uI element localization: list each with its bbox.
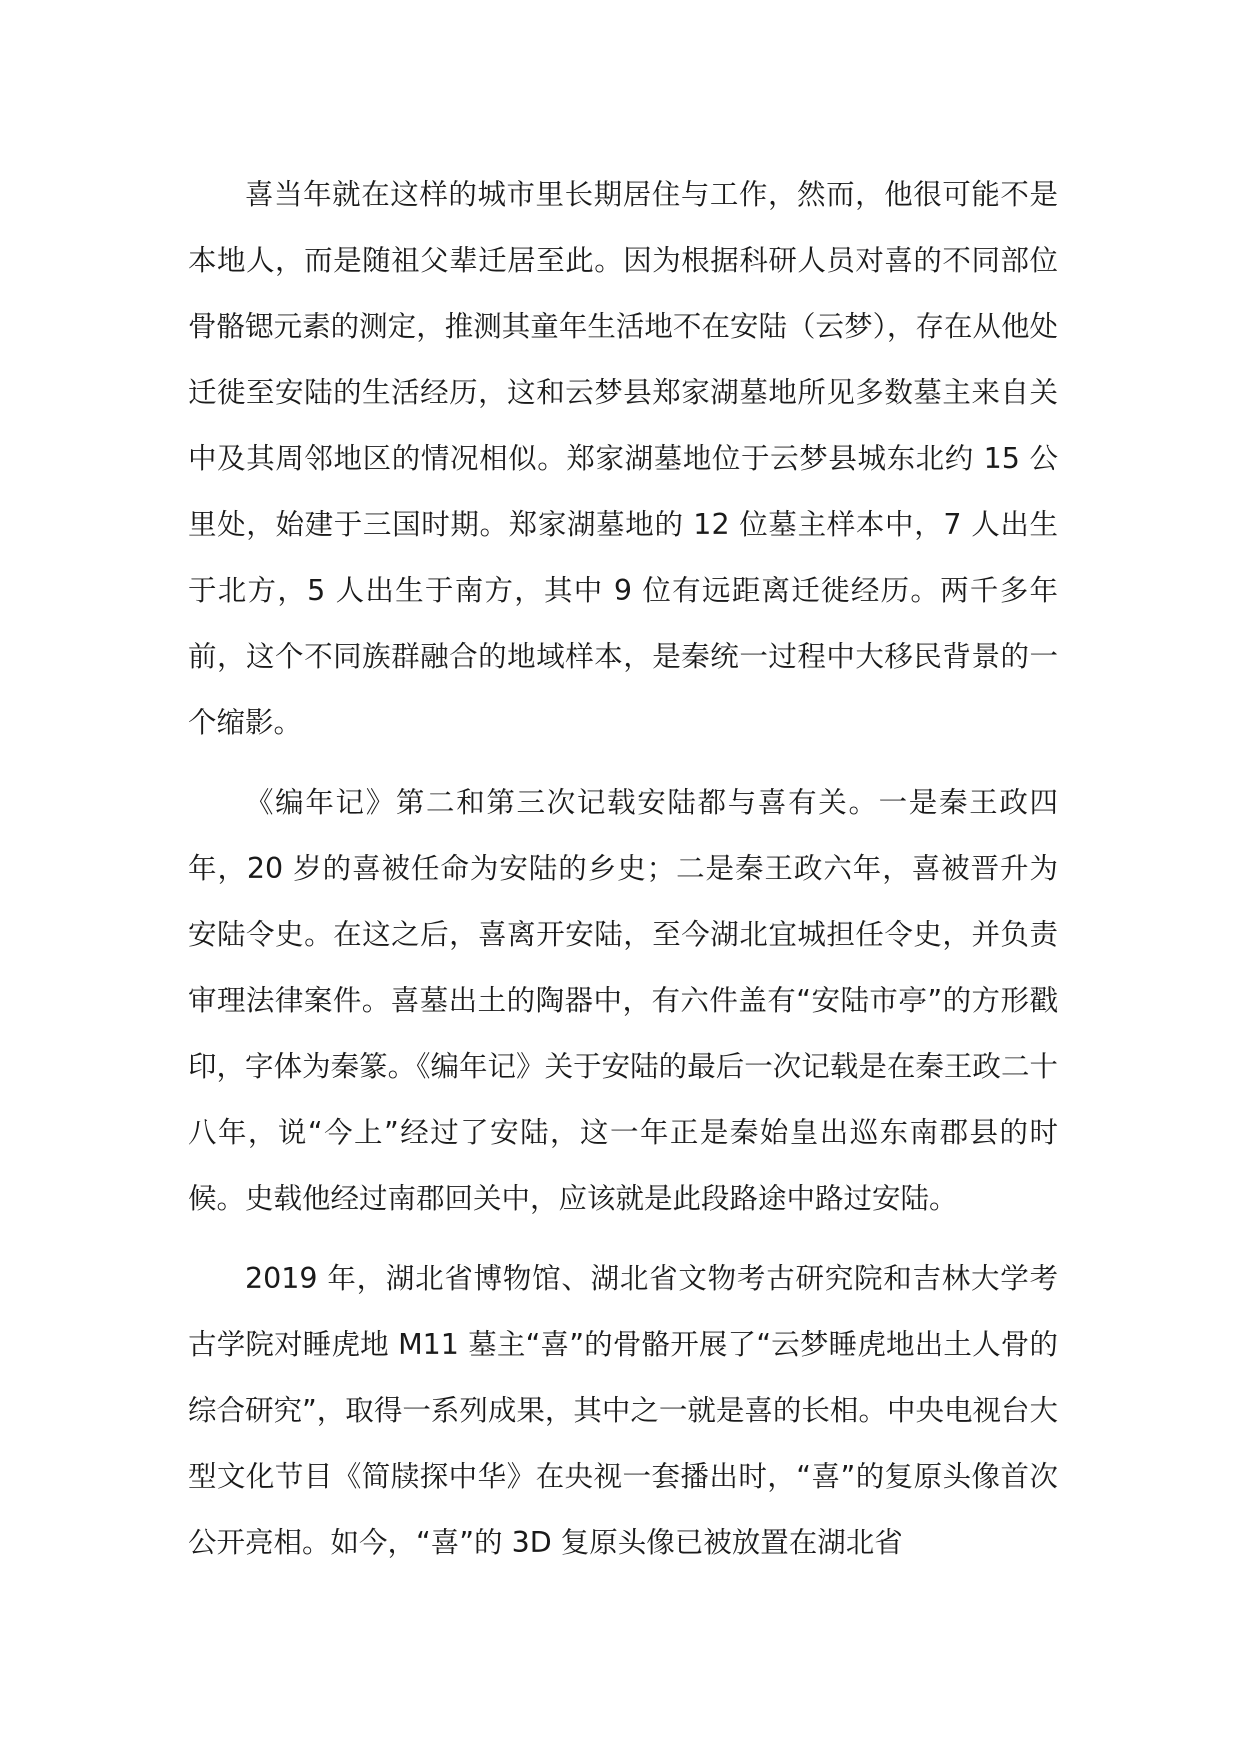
paragraph-1: 喜当年就在这样的城市里长期居住与工作，然而，他很可能不是本地人，而是随祖父辈迁居至此。因为根据科研人员对喜的不同部位骨骼锶元素的测定，推测其童年生活地不在安陆（云梦），存在从他处迁徙至安陆的生活经历，这和云梦县郑家湖墓地所见多数墓主来自关中及其周邻地区的情况相似。郑家湖墓地位于云梦县城东北约 15 公里处，始建于三国时期。郑家湖墓地的 12 位墓主样本中，7 人出生于北方，5 人出生于南方，其中 9 位有远距离迁徙经历。两千多年前，这个不同族群融合的地域样本，是秦统一过程中大移民背景的一个缩影。 — [188, 178, 1058, 739]
paragraph-3: 2019 年，湖北省博物馆、湖北省文物考古研究院和吉林大学考古学院对睡虎地 M11 墓主“喜”的骨骼开展了“云梦睡虎地出土人骨的综合研究”，取得一系列成果，其中之一就是喜的长相。中央电视台大型文化节目《简牍探中华》在央视一套播出时，“喜”的复原头像首次公开亮相。如今，“喜”的 3D 复原头像已被放置在湖北省 — [188, 1262, 1058, 1559]
paragraph-2: 《编年记》第二和第三次记载安陆都与喜有关。一是秦王政四年，20 岁的喜被任命为安陆的乡史；二是秦王政六年，喜被晋升为安陆令史。在这之后，喜离开安陆，至今湖北宜城担任令史，并负责审理法律案件。喜墓出土的陶器中，有六件盖有“安陆市亭”的方形戳印，字体为秦篆。《编年记》关于安陆的最后一次记载是在秦王政二十八年，说“今上”经过了安陆，这一年正是秦始皇出巡东南郡县的时候。史载他经过南郡回关中，应该就是此段路途中路过安陆。 — [188, 786, 1058, 1215]
body-text — [188, 162, 1058, 1590]
